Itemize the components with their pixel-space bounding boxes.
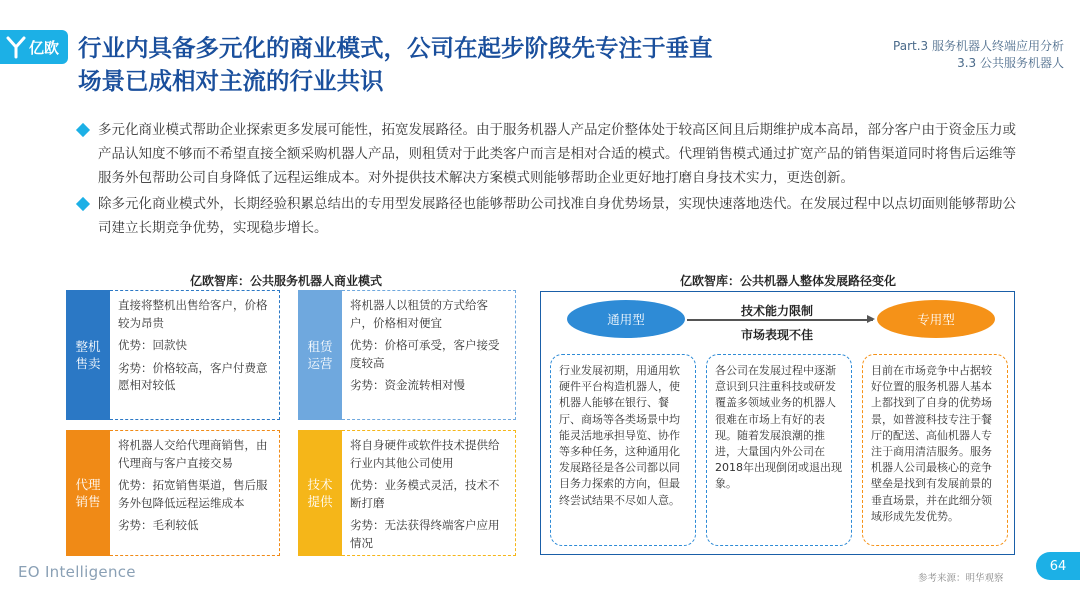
logo [0, 30, 68, 64]
card-disadvantage: 劣势：无法获得终端客户应用情况 [350, 518, 500, 550]
card-advantage: 优势：业务模式灵活，技术不断打磨 [350, 478, 500, 510]
card-tag: 整机 售卖 [66, 290, 110, 420]
footer-brand: EO Intelligence [18, 563, 136, 581]
card-body [110, 430, 280, 556]
card-disadvantage: 劣势：资金流转相对慢 [350, 378, 465, 392]
card-body [342, 290, 516, 420]
diamond-bullet-icon [76, 123, 90, 137]
card-description: 将自身硬件或软件技术提供给行业内其他公司使用 [350, 438, 500, 470]
card-advantage: 优势：价格可承受，客户接受度较高 [350, 338, 500, 370]
transition-description: 各公司在发展过程中逐渐意识到只注重科技或研发覆盖多领域业务的机器人很难在市场上有好的表现。随着发展浪潮的推进，大量国内外公司在2018年出现倒闭或退出现象。 [706, 354, 852, 546]
section-label [893, 38, 1064, 72]
specialized-node: 专用型 [877, 300, 995, 338]
development-path-title: 亿欧智库：公共机器人整体发展路径变化 [680, 274, 897, 288]
bullet-item [78, 192, 1023, 240]
page-title [78, 32, 838, 98]
arrow [687, 319, 873, 321]
card-whole-sale [66, 290, 280, 420]
arrow-head-icon [867, 315, 875, 323]
part-label: Part.3 服务机器人终端应用分析 [893, 39, 1064, 53]
arrow-label-top: 技术能力限制 [741, 304, 814, 318]
card-tag: 技术 提供 [298, 430, 342, 556]
subsection-label: 3.3 公共服务机器人 [957, 56, 1064, 70]
bullet-text: 多元化商业模式帮助企业探索更多发展可能性，拓宽发展路径。由于服务机器人产品定价整体处于较高区间且后期维护成本高昂，部分客户由于资金压力或产品认知度不够而不希望直接全额采购机器人产品，则租赁对于此类客户而言是相对合适的模式。代理销售模式通过扩宽产品的销售渠道同时将售后运维等服务外包帮助公司自身降低了远程运维成本。对外提供技术解决方案模式则能够帮助企业更好地打磨自身技术实力，更迭创新。 [98, 122, 1016, 186]
arrow-label-bottom: 市场表现不佳 [741, 328, 814, 342]
card-disadvantage: 劣势：毛利较低 [118, 518, 199, 532]
specialized-description: 目前在市场竞争中占据较好位置的服务机器人基本上都找到了自身的优势场景，如普渡科技专注于餐厅的配送、高仙机器人专注于商用清洁服务。服务机器人公司最核心的竞争壁垒是找到有发展前景的垂直场景，并在此细分领域形成先发优势。 [862, 354, 1008, 546]
bullet-text: 除多元化商业模式外，长期经验积累总结出的专用型发展路径也能够帮助公司找准自身优势场景，实现快速落地迭代。在发展过程中以点切面则能够帮助公司建立长期竞争优势，实现稳步增长。 [98, 196, 1016, 236]
general-purpose-description: 行业发展初期，用通用软硬件平台构造机器人，使机器人能够在银行、餐厅、商场等各类场景中均能灵活地承担导览、协作等多种任务，这种通用化发展路径是各公司都以同目务力探索的方向，但最终尝试结果不尽如人意。 [550, 354, 696, 546]
card-disadvantage: 劣势：价格较高，客户付费意愿相对较低 [118, 360, 268, 392]
general-purpose-node: 通用型 [567, 300, 685, 338]
business-model-title: 亿欧智库：公共服务机器人商业模式 [190, 274, 383, 288]
title-line-1: 行业内具备多元化的商业模式，公司在起步阶段先专注于垂直 [78, 34, 713, 62]
card-agency [66, 430, 280, 556]
diamond-bullet-icon [76, 197, 90, 211]
source-note: 参考来源：明华观察 [918, 573, 1004, 584]
bullet-item [78, 118, 1023, 190]
card-description: 将机器人以租赁的方式给客户，价格相对便宜 [350, 298, 488, 330]
card-description: 直接将整机出售给客户，价格较为昂贵 [118, 298, 268, 330]
card-advantage: 优势：回款快 [118, 338, 187, 352]
card-body [110, 290, 280, 420]
card-leasing [298, 290, 516, 420]
card-description: 将机器人交给代理商销售，由代理商与客户直接交易 [118, 438, 268, 470]
card-body [342, 430, 516, 556]
card-advantage: 优势：拓宽销售渠道，售后服务外包降低远程运维成本 [118, 478, 268, 510]
logo-text: 亿欧 [29, 38, 60, 57]
bullet-list [78, 118, 1023, 242]
card-technology [298, 430, 516, 556]
development-path-panel [540, 291, 1015, 555]
title-line-2: 场景已成相对主流的行业共识 [78, 67, 384, 95]
card-tag: 代理 销售 [66, 430, 110, 556]
card-tag: 租赁 运营 [298, 290, 342, 420]
page-number: 64 [1036, 552, 1080, 580]
logo-y-icon [6, 35, 26, 59]
